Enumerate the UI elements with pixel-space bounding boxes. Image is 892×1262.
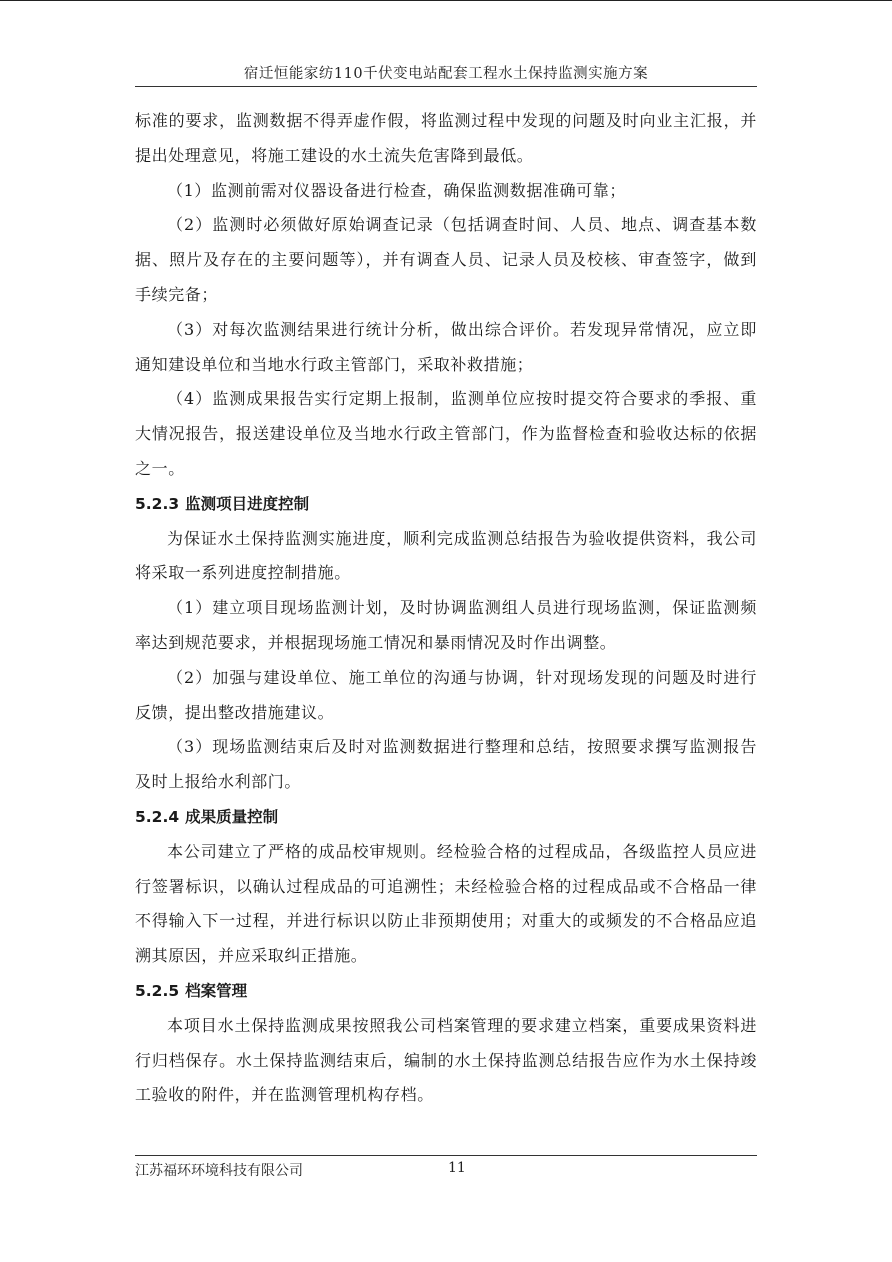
section-heading-5-2-4 (135, 800, 757, 835)
list-item-1: （1）建立项目现场监测计划，及时协调监测组人员进行现场监测，保证监测频率达到规范要求，并根据现场施工情况和暴雨情况及时作出调整。 (135, 598, 757, 652)
paragraph-continuation: 标准的要求，监测数据不得弄虚作假，将监测过程中发现的问题及时向业主汇报，并提出处理意见，将施工建设的水土流失危害降到最低。 (135, 111, 757, 165)
header-divider (135, 86, 757, 87)
paragraph: 本项目水土保持监测成果按照我公司档案管理的要求建立档案，重要成果资料进行归档保存。水土保持监测结束后，编制的水土保持监测总结报告应作为水土保持竣工验收的附件，并在监测管理机构存档。 (135, 1015, 757, 1105)
paragraph: 为保证水土保持监测实施进度，顺利完成监测总结报告为验收提供资料，我公司将采取一系列进度控制措施。 (135, 528, 757, 583)
list-item-3: （3）对每次监测结果进行统计分析，做出综合评价。若发现异常情况，应立即通知建设单位和当地水行政主管部门，采取补救措施； (135, 319, 757, 374)
section-title: 监测项目进度控制 (185, 494, 310, 513)
section-heading-5-2-5 (135, 974, 757, 1009)
section-number: 5.2.3 (135, 494, 180, 513)
paragraph: 本公司建立了严格的成品校审规则。经检验合格的过程成品，各级监控人员应进行签署标识，以确认过程成品的可追溯性；未经检验合格的过程成品或不合格品一律不得输入下一过程，并进行标识以防止非预期使用；对重大的或频发的不合格品应追溯其原因，并应采取纠正措施。 (135, 841, 757, 966)
section-title: 成果质量控制 (185, 807, 279, 826)
section-number: 5.2.4 (135, 807, 180, 826)
list-item-3: （3）现场监测结束后及时对监测数据进行整理和总结，按照要求撰写监测报告及时上报给水利部门。 (135, 737, 757, 792)
list-item-2: （2）加强与建设单位、施工单位的沟通与协调，针对现场发现的问题及时进行反馈，提出整改措施建议。 (135, 667, 757, 722)
top-border-line (0, 0, 892, 1)
document-body (135, 104, 757, 1113)
footer-company: 江苏福环环境科技有限公司 (135, 1163, 303, 1179)
list-item-4: （4）监测成果报告实行定期上报制，监测单位应按时提交符合要求的季报、重大情况报告，报送建设单位及当地水行政主管部门，作为监督检查和验收达标的依据之一。 (135, 389, 757, 478)
running-header: 宿迁恒能家纺110千伏变电站配套工程水土保持监测实施方案 (243, 66, 649, 82)
list-item-2: （2）监测时必须做好原始调查记录（包括调查时间、人员、地点、调查基本数据、照片及存在的主要问题等），并有调查人员、记录人员及校核、审查签字，做到手续完备； (135, 215, 757, 304)
footer-divider (135, 1155, 757, 1156)
section-heading-5-2-3 (135, 487, 757, 522)
page-number: 11 (448, 1160, 466, 1176)
section-number: 5.2.5 (135, 981, 180, 1000)
list-item-1: （1）监测前需对仪器设备进行检查，确保监测数据准确可靠； (167, 180, 626, 200)
section-title: 档案管理 (185, 981, 248, 1000)
